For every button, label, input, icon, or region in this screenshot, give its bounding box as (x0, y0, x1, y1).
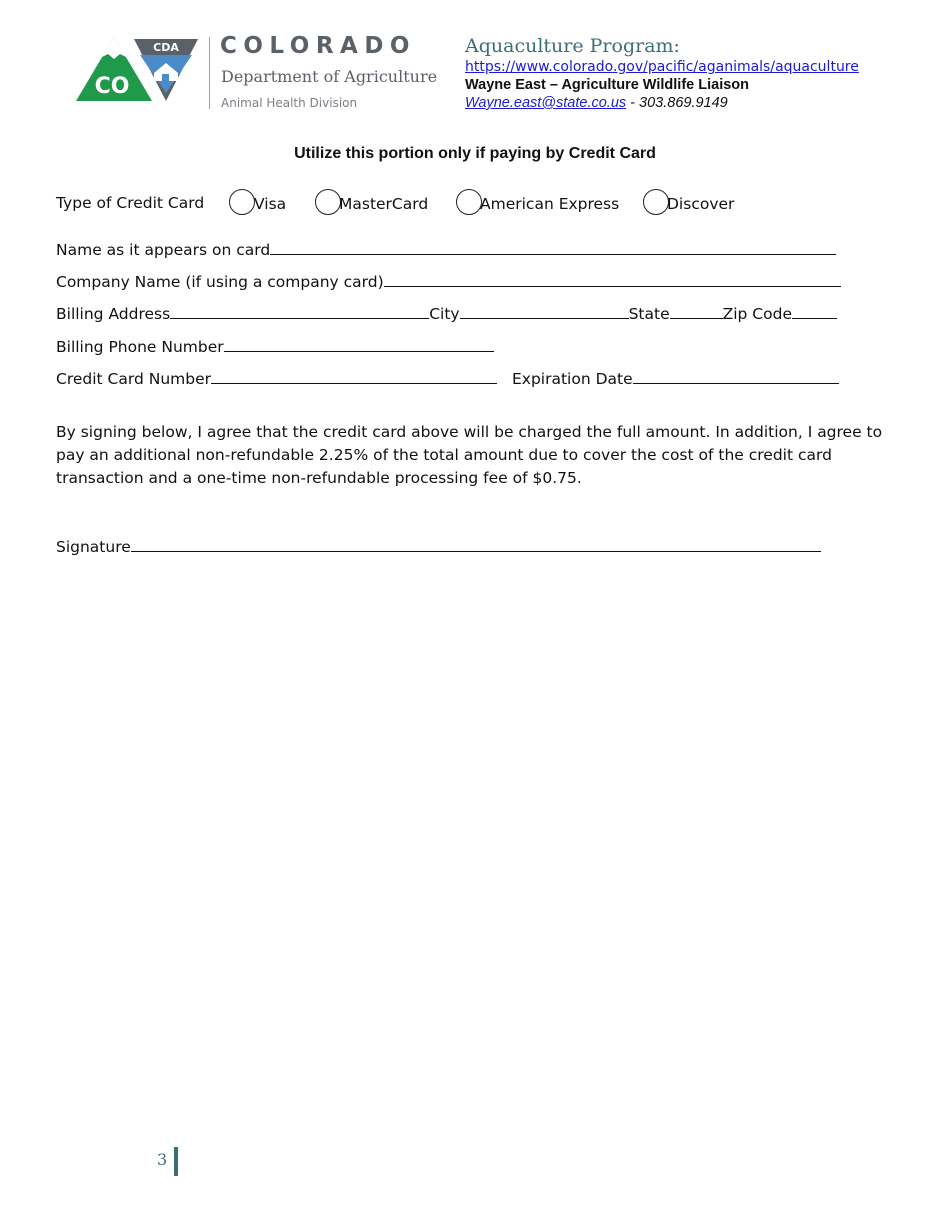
page-number-bar (174, 1147, 178, 1176)
program-title: Aquaculture Program: (465, 35, 680, 57)
radio-circle-icon[interactable] (315, 189, 341, 215)
signature-row (56, 536, 821, 557)
logo-division: Animal Health Division (221, 96, 358, 110)
radio-circle-icon[interactable] (643, 189, 669, 215)
company-field[interactable] (384, 271, 841, 287)
radio-circle-icon[interactable] (456, 189, 482, 215)
email-link[interactable]: Wayne.east@state.co.us (465, 95, 627, 111)
billing-address-label: Billing Address (56, 305, 171, 323)
zip-label: Zip Code (722, 305, 792, 323)
logo-state-abbr: CO (94, 74, 130, 99)
radio-amex[interactable] (456, 193, 619, 215)
page-number: 3 (157, 1150, 168, 1169)
program-url-link[interactable]: https://www.colorado.gov/pacific/aganimals/aquaculture (465, 59, 859, 75)
company-row (56, 271, 841, 292)
name-row (56, 239, 836, 260)
state-field[interactable] (670, 303, 723, 319)
phone-label: Billing Phone Number (56, 338, 224, 356)
card-number-field[interactable] (211, 368, 497, 384)
logo-wordmark: COLORADO (220, 33, 416, 59)
contact-email-line (465, 94, 859, 112)
zip-field[interactable] (792, 303, 837, 319)
billing-address-field[interactable] (170, 303, 429, 319)
city-field[interactable] (460, 303, 629, 319)
liaison-name: Wayne East – Agriculture Wildlife Liaison (465, 77, 750, 93)
card-number-row (56, 368, 839, 389)
cda-logo-icon (74, 37, 202, 105)
card-type-row (56, 193, 896, 219)
radio-visa-label: Visa (254, 195, 287, 213)
radio-mastercard[interactable] (315, 193, 428, 215)
expiration-field[interactable] (633, 368, 839, 384)
signature-label: Signature (56, 538, 131, 556)
radio-visa[interactable] (229, 193, 286, 215)
logo-badge-text: CDA (153, 41, 179, 54)
radio-discover-label: Discover (667, 195, 735, 213)
name-label: Name as it appears on card (56, 241, 271, 259)
address-row (56, 303, 837, 324)
state-label: State (628, 305, 670, 323)
form-title: Utilize this portion only if paying by Credit Card (294, 145, 656, 162)
radio-discover[interactable] (643, 193, 734, 215)
phone-row (56, 336, 494, 357)
city-label: City (429, 305, 460, 323)
company-label: Company Name (if using a company card) (56, 273, 384, 291)
agreement-text: By signing below, I agree that the credit card above will be charged the full amount. In addition, I agree to pay an additional non-refundable 2.25% of the total amount due to cover the cost of the credit card transaction and a one-time non-refundable processing fee of $0.75. (56, 423, 883, 487)
card-type-label: Type of Credit Card (56, 194, 205, 212)
contact-block (465, 34, 859, 112)
radio-circle-icon[interactable] (229, 189, 255, 215)
radio-amex-label: American Express (480, 195, 620, 213)
phone-field[interactable] (224, 336, 494, 352)
logo-department: Department of Agriculture (221, 67, 438, 86)
radio-mastercard-label: MasterCard (339, 195, 429, 213)
signature-field[interactable] (131, 536, 821, 552)
contact-phone: - 303.869.9149 (626, 95, 728, 111)
expiration-label: Expiration Date (512, 370, 633, 388)
logo-divider (209, 37, 210, 109)
name-field[interactable] (270, 239, 836, 255)
card-number-label: Credit Card Number (56, 370, 211, 388)
